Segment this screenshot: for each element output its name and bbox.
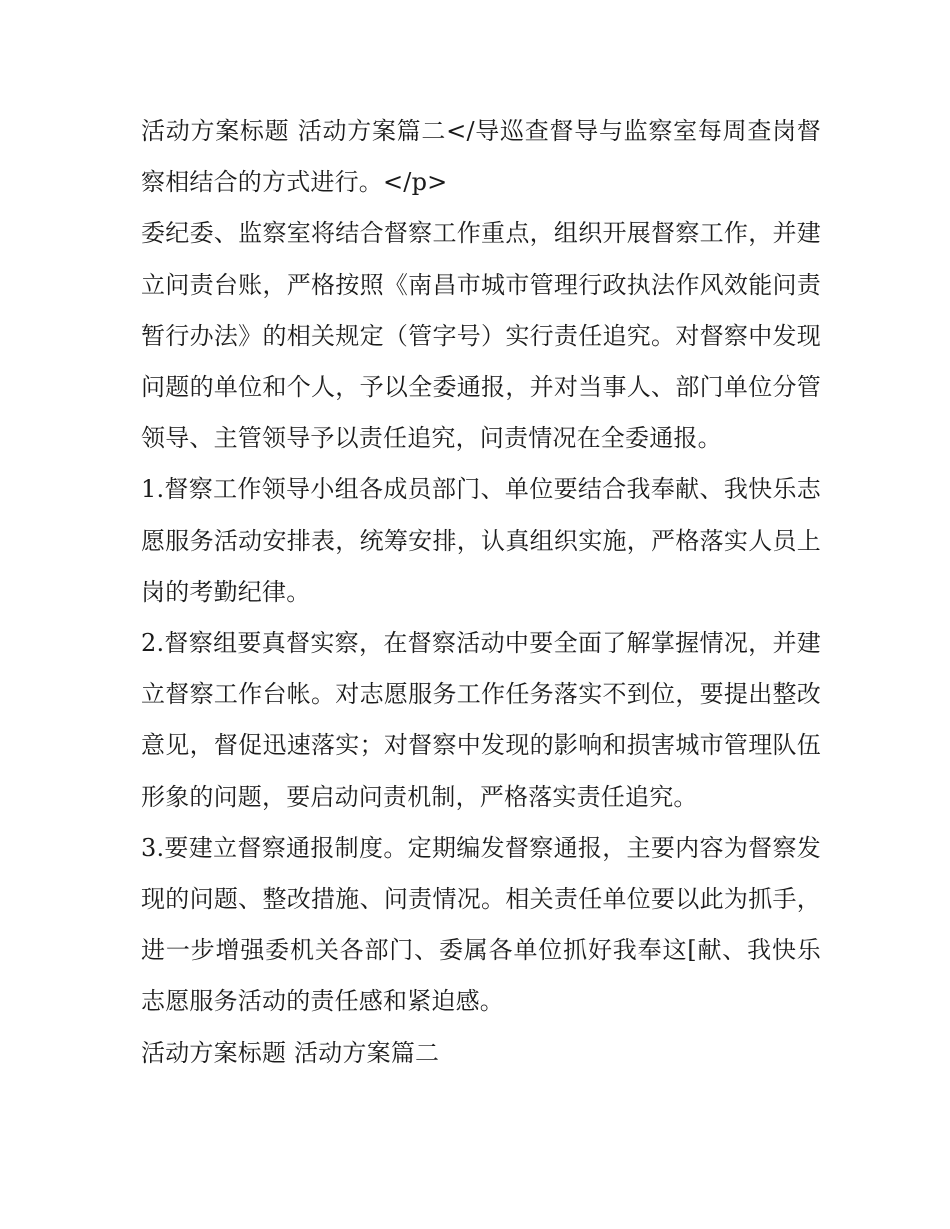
paragraph-item-3: 3.要建立督察通报制度。定期编发督察通报，主要内容为督察发现的问题、整改措施、问责情况。相关责任单位要以此为抓手，进一步增强委机关各部门、委属各单位抓好我奉这[献、我快乐志愿服务活动的责任感和紧迫感。 [141,833,821,1016]
paragraph-accountability: 委纪委、监察室将结合督察工作重点，组织开展督察工作，并建立问责台账，严格按照《南昌市城市管理行政执法作风效能问责暂行办法》的相关规定（管字号）实行责任追究。对督察中发现问题的单位和个人，予以全委通报，并对当事人、部门单位分管领导、主管领导予以责任追究，问责情况在全委通报。 [141,219,821,453]
paragraph-closing-title: 活动方案标题 活动方案篇二 [141,1038,440,1067]
paragraph-intro: 活动方案标题 活动方案篇二</导巡查督导与监察室每周查岗督察相结合的方式进行。</p> [141,117,821,197]
document-body [141,106,821,1079]
paragraph-item-1: 1.督察工作领导小组各成员部门、单位要结合我奉献、我快乐志愿服务活动安排表，统筹安排，认真组织实施，严格落实人员上岗的考勤纪律。 [141,475,821,606]
paragraph-item-2: 2.督察组要真督实察，在督察活动中要全面了解掌握情况，并建立督察工作台帐。对志愿服务工作任务落实不到位，要提出整改意见，督促迅速落实；对督察中发现的影响和损害城市管理队伍形象的问题，要启动问责机制，严格落实责任追究。 [141,629,821,811]
